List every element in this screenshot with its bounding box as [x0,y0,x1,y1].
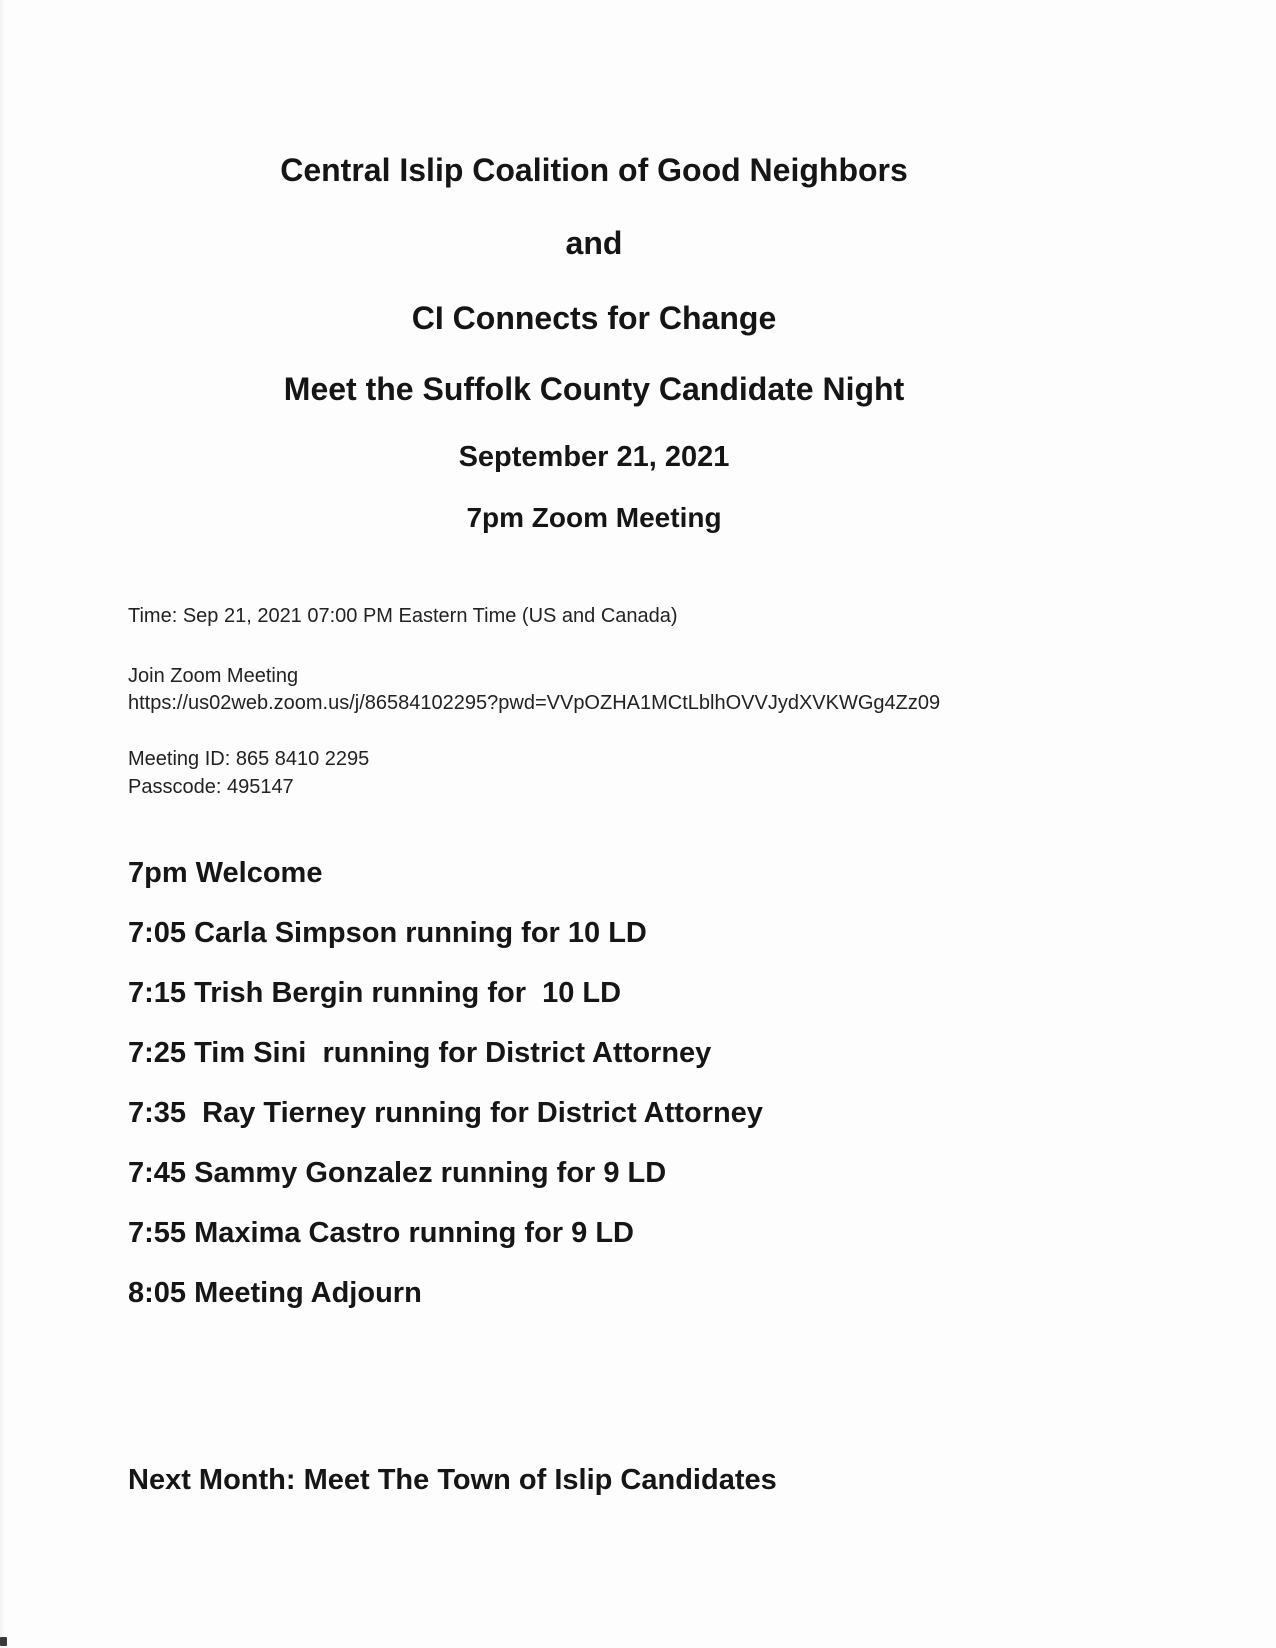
scan-artifact-mark [0,1637,7,1646]
agenda-item-ray-tierney: 7:35 Ray Tierney running for District Attorney [128,1097,763,1129]
event-title: Meet the Suffolk County Candidate Night [283,371,905,407]
join-meeting-block [128,663,1186,717]
passcode-line: Passcode: 495147 [128,776,294,798]
event-date: September 21, 2021 [458,441,730,473]
agenda-item-carla-simpson: 7:05 Carla Simpson running for 10 LD [128,917,647,949]
next-month-announcement: Next Month: Meet The Town of Islip Candidates [128,1464,777,1496]
organization-name-2: CI Connects for Change [411,300,777,336]
join-meeting-label: Join Zoom Meeting [128,665,299,687]
agenda-item-tim-sini: 7:25 Tim Sini running for District Attorney [128,1037,712,1069]
zoom-meeting-details [128,603,1186,801]
meeting-time-line: Time: Sep 21, 2021 07:00 PM Eastern Time (US and Canada) [128,605,678,627]
agenda-item-maxima-castro: 7:55 Maxima Castro running for 9 LD [128,1217,634,1249]
organization-name-1: Central Islip Coalition of Good Neighbors [280,152,908,188]
header-conjunction: and [565,225,623,261]
meeting-id-line: Meeting ID: 865 8410 2295 [128,748,370,770]
flyer-header [0,150,1188,535]
zoom-meeting-url: https://us02web.zoom.us/j/86584102295?pwd=VVpOZHA1MCtLblhOVVJydXVKWGg4Zz09 [128,692,941,714]
agenda-list [128,855,1216,1335]
agenda-item-adjourn: 8:05 Meeting Adjourn [128,1277,422,1309]
event-time-format: 7pm Zoom Meeting [466,502,722,533]
meeting-credentials-block [128,745,1186,801]
agenda-item-sammy-gonzalez: 7:45 Sammy Gonzalez running for 9 LD [128,1157,667,1189]
agenda-item-trish-bergin: 7:15 Trish Bergin running for 10 LD [128,977,622,1009]
agenda-item-welcome: 7pm Welcome [128,857,323,889]
